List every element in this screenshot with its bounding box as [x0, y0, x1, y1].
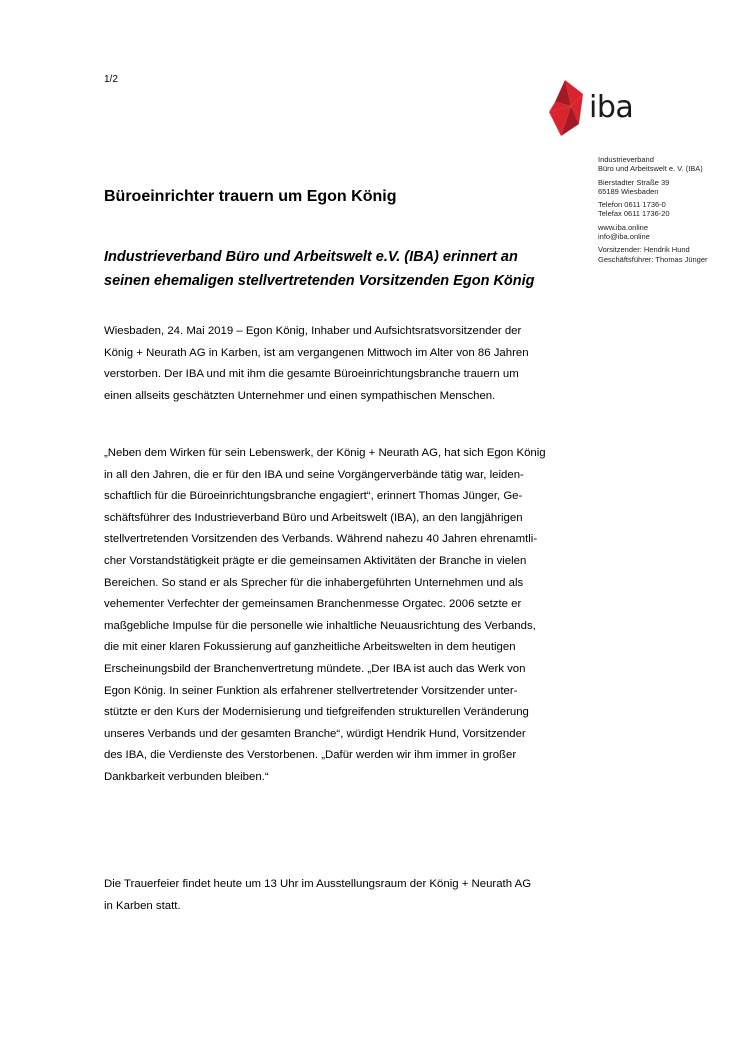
sender-line: Geschäftsführer: Thomas Jünger	[598, 254, 708, 264]
iba-logo-mark-icon	[549, 80, 583, 136]
text-line: schäftsführer des Industrieverband Büro und Arbeitswelt (IBA), an den langjährigen	[104, 511, 523, 524]
sender-web	[598, 223, 738, 242]
text-line: König + Neurath AG in Karben, ist am vergangenen Mittwoch im Alter von 86 Jahren	[104, 346, 529, 359]
sender-line: Vorsitzender: Hendrik Hund	[598, 245, 690, 255]
text-line: des IBA, die Verdienste des Verstorbenen. „Dafür werden wir ihm immer in großer	[104, 749, 517, 762]
text-line: stellvertretenden Vorsitzenden des Verbands. Während nahezu 40 Jahren ehrenamtli-	[104, 533, 538, 546]
subheadline	[104, 245, 574, 293]
paragraph-funeral	[104, 874, 604, 917]
text-line: vehementer Verfechter der gemeinsamen Branchenmesse Orgatec. 2006 setzte er	[104, 598, 522, 611]
text-line: maßgebliche Impulse für die personelle wie inhaltliche Neuausrichtung des Verbands,	[104, 619, 536, 632]
sender-line: Büro und Arbeitswelt e. V. (IBA)	[598, 164, 703, 174]
sender-line: Telefax 0611 1736-20	[598, 209, 670, 219]
paragraph-intro	[104, 321, 604, 407]
text-line: in all den Jahren, die er für den IBA und seine Vorgängerverbände tätig war, leiden-	[104, 468, 524, 481]
text-line: unseres Verbands und der gesamten Branche“, würdigt Hendrik Hund, Vorsitzender	[104, 727, 526, 740]
sender-line: Bierstadter Straße 39	[598, 177, 670, 187]
text-line: Egon König. In seiner Funktion als erfahrener stellvertretender Vorsitzender unter-	[104, 684, 518, 697]
text-line: die mit einer klaren Fokussierung auf ganzheitliche Arbeitswelten in dem heutigen	[104, 641, 516, 654]
website-link[interactable]: www.iba.online	[598, 222, 649, 232]
page-number: 1/2	[104, 74, 118, 85]
subheadline-line: seinen ehemaligen stellvertretenden Vorsitzenden Egon König	[104, 273, 535, 289]
sender-address	[598, 178, 738, 197]
paragraph-quote	[104, 443, 604, 789]
sender-line: 65189 Wiesbaden	[598, 186, 659, 196]
text-line: in Karben statt.	[104, 899, 181, 912]
sender-org	[598, 155, 738, 174]
subheadline-line: Industrieverband Büro und Arbeitswelt e.V. (IBA) erinnert an	[104, 249, 518, 265]
text-line: schaftlich für die Büroeinrichtungsbranche engagiert“, erinnert Thomas Jünger, Ge-	[104, 490, 523, 503]
text-line: „Neben dem Wirken für sein Lebenswerk, der König + Neurath AG, hat sich Egon König	[104, 447, 546, 459]
text-line: Bereichen. So stand er als Sprecher für die inhabergeführten Unternehmen und als	[104, 576, 524, 589]
text-line: verstorben. Der IBA und mit ihm die gesamte Büroeinrichtungsbranche trauern um	[104, 368, 519, 381]
text-line: stützte er den Kurs der Modernisierung und tiefgreifenden strukturellen Veränderung	[104, 706, 529, 719]
text-line: Die Trauerfeier findet heute um 13 Uhr im Ausstellungsraum der König + Neurath AG	[104, 878, 532, 890]
sender-line: Industrieverband	[598, 155, 654, 164]
headline: Büroeinrichter trauern um Egon König	[104, 188, 397, 205]
sender-info	[598, 155, 738, 268]
text-line: Dankbarkeit verbunden bleiben.“	[104, 770, 269, 783]
sender-line: Telefon 0611 1736-0	[598, 200, 666, 210]
sender-phone	[598, 200, 738, 219]
iba-logo	[549, 80, 633, 136]
email-link[interactable]: info@iba.online	[598, 232, 650, 242]
iba-logo-text: iba	[589, 90, 634, 125]
text-line: Erscheinungsbild der Branchenvertretung mündete. „Der IBA ist auch das Werk von	[104, 662, 526, 675]
sender-people	[598, 245, 738, 264]
text-line: cher Vorstandstätigkeit prägte er die gemeinsamen Aktivitäten der Branche in vielen	[104, 554, 527, 567]
text-line: Wiesbaden, 24. Mai 2019 – Egon König, Inhaber und Aufsichtsratsvorsitzender der	[104, 325, 522, 337]
text-line: einen allseits geschätzten Unternehmer und einen sympathischen Menschen.	[104, 389, 496, 402]
